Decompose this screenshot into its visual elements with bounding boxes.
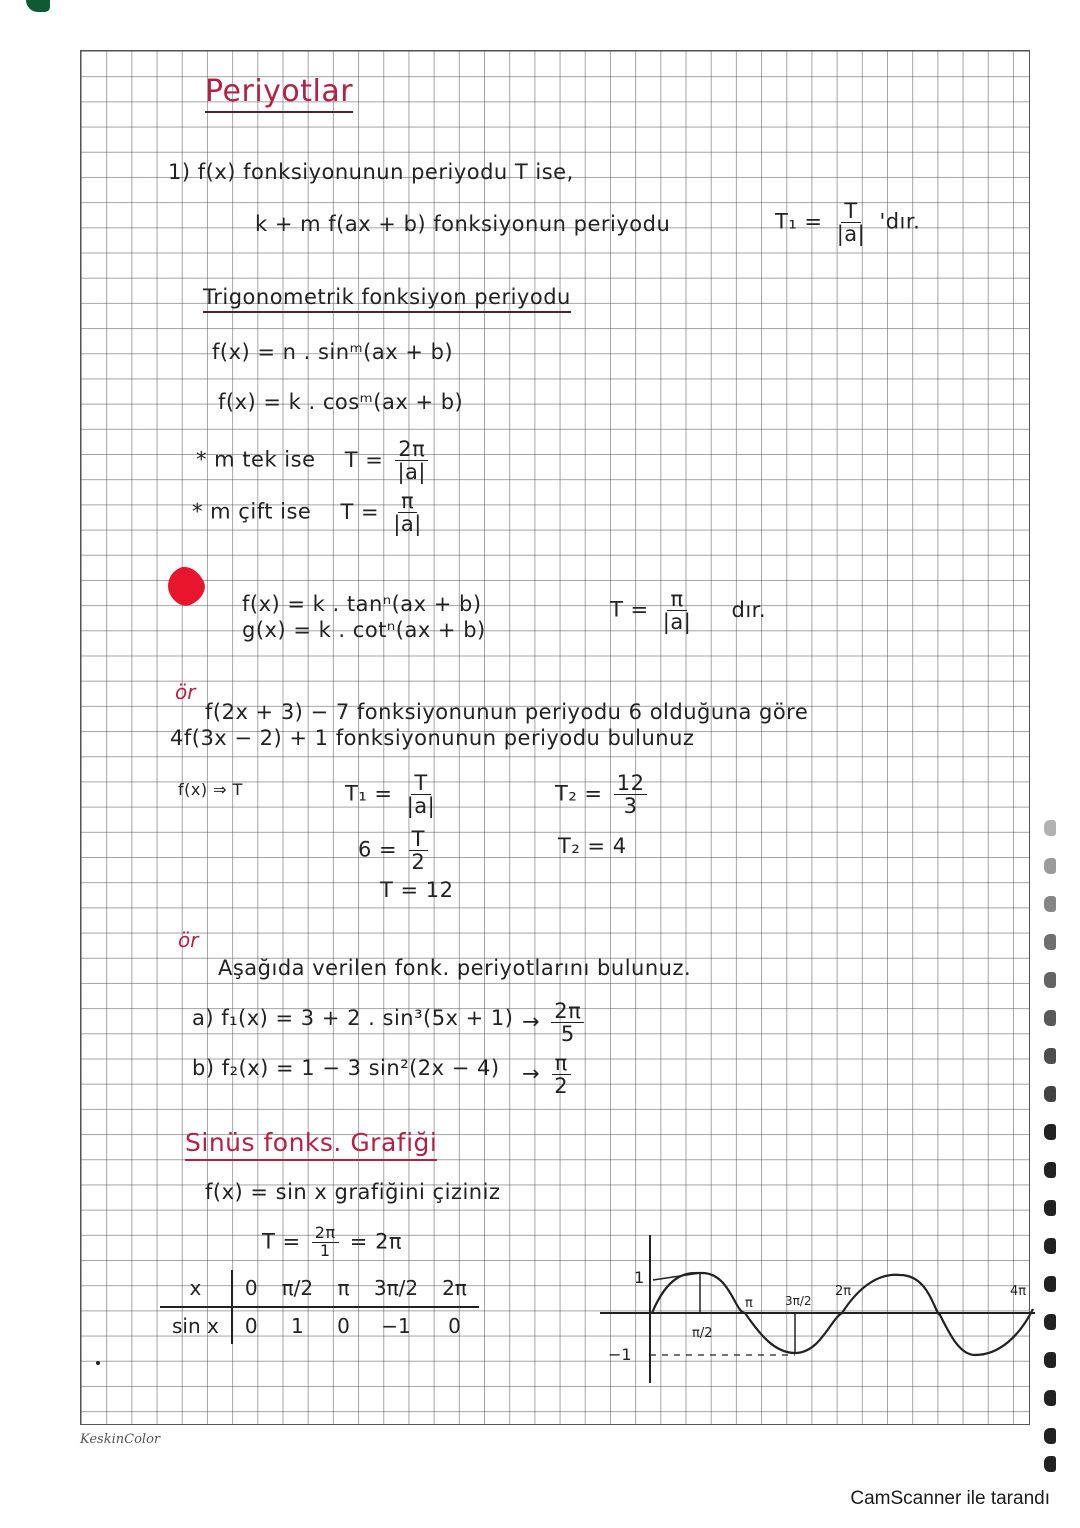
spiral-hole [1044, 934, 1056, 950]
table-cell: 2π [430, 1270, 479, 1307]
example1-step1: T₁ = $\frac{T}{|a|}$ [345, 771, 436, 819]
example1-line2: 4f(3x − 2) + 1 fonksiyonunun periyodu bulunuz [170, 726, 695, 750]
table-row-sinx [160, 1307, 479, 1344]
table-cell: 1 [290, 1314, 304, 1338]
tan-cot-period: T = $\frac{\pi}{|a|}$ dır. [610, 587, 767, 635]
example2-answer-a: → $\frac{2\pi}{5}$ [522, 1000, 588, 1045]
x-label-pi-half: π/2 [692, 1326, 713, 1341]
table-header-x: x [160, 1270, 232, 1307]
spiral-hole [1044, 1456, 1056, 1472]
example1-line1: f(2x + 3) − 7 fonksiyonunun periyodu 6 olduğuna göre [205, 700, 809, 724]
example1-step3: T = 12 [380, 878, 454, 902]
table-cell: 0 [448, 1314, 461, 1338]
spiral-hole [1044, 1124, 1056, 1140]
trig-even-case: * m çift ise T = $\frac{\pi}{|a|}$ [192, 489, 422, 537]
table-cell: 0 [232, 1270, 270, 1307]
spiral-hole [1044, 858, 1056, 874]
spiral-hole [1044, 1428, 1056, 1444]
spiral-hole [1044, 1352, 1056, 1368]
y-label-max: 1 [634, 1268, 645, 1287]
rule1-formula: T₁ = $\frac{T}{|a|}$ 'dır. [775, 199, 921, 247]
example1-step2: 6 = $\frac{T}{2}$ [358, 828, 432, 873]
example1-step4: T₂ = $\frac{12}{3}$ [555, 772, 651, 817]
trig-eq-cos: f(x) = k . cosᵐ(ax + b) [218, 390, 464, 414]
table-header-sinx: sin x [160, 1307, 232, 1344]
table-cell: 0 [244, 1314, 258, 1338]
cot-eq: g(x) = k . cotⁿ(ax + b) [242, 618, 486, 642]
spiral-hole [1044, 1314, 1056, 1330]
x-label-two-pi: 2π [835, 1284, 852, 1299]
table-cell: 0 [337, 1314, 350, 1338]
y-label-min: −1 [608, 1345, 632, 1364]
trig-odd-case: * m tek ise T = $\frac{2\pi}{|a|}$ [196, 438, 433, 483]
example1-step5: T₂ = 4 [558, 834, 627, 858]
table-cell: π/2 [270, 1270, 326, 1307]
spiral-hole [1044, 1238, 1056, 1254]
sine-value-table [160, 1270, 479, 1344]
spiral-hole [1044, 1276, 1056, 1292]
example-marker-1: ör [175, 680, 196, 704]
sine-heading: Sinüs fonks. Grafiği [185, 1128, 437, 1157]
sine-period: T = $\frac{2\pi}{1}$ = 2π [262, 1223, 403, 1260]
table-cell: π [325, 1270, 362, 1307]
x-label-pi: π [745, 1296, 753, 1311]
table-cell: −1 [381, 1314, 411, 1338]
sine-prompt: f(x) = sin x grafiğini çiziniz [205, 1180, 501, 1204]
scanner-watermark: CamScanner ile tarandı [850, 1488, 1050, 1509]
sine-graph [590, 1225, 1050, 1385]
rule1-fraction: $\frac{T}{|a|}$ [836, 199, 866, 247]
spiral-hole [1044, 896, 1056, 912]
example2-item-a: a) f₁(x) = 3 + 2 . sin³(5x + 1) [192, 1006, 514, 1030]
ink-dot [96, 1361, 100, 1365]
trig-eq-sin: f(x) = n . sinᵐ(ax + b) [212, 340, 454, 364]
table-cell: 3π/2 [362, 1270, 430, 1307]
spiral-hole [1044, 1162, 1056, 1178]
example1-given: f(x) ⇒ T [178, 780, 243, 799]
spiral-hole [1044, 1200, 1056, 1216]
rule1-line2: k + m f(ax + b) fonksiyonun periyodu [255, 212, 671, 236]
spiral-hole [1044, 1010, 1056, 1026]
example2-item-b: b) f₂(x) = 1 − 3 sin²(2x − 4) [192, 1056, 500, 1080]
x-label-four-pi: 4π [1010, 1284, 1027, 1299]
spiral-hole [1044, 820, 1056, 836]
page-title: Periyotlar [205, 74, 353, 109]
spiral-hole [1044, 1390, 1056, 1406]
spiral-hole [1044, 972, 1056, 988]
example2-prompt: Aşağıda verilen fonk. periyotlarını bulunuz. [218, 956, 692, 980]
notebook-tab [26, 0, 50, 12]
example-marker-2: ör [178, 928, 199, 952]
trig-heading: Trigonometrik fonksiyon periyodu [203, 285, 571, 309]
notebook-brand: KeskinColor [80, 1432, 161, 1447]
spiral-hole [1044, 1048, 1056, 1064]
table-row-x [160, 1270, 479, 1307]
tan-eq: f(x) = k . tanⁿ(ax + b) [242, 592, 482, 616]
spiral-hole [1044, 1086, 1056, 1102]
rule1-line1: 1) f(x) fonksiyonunun periyodu T ise, [168, 160, 574, 184]
x-label-three-pi-half: 3π/2 [785, 1294, 812, 1308]
example2-answer-b: → $\frac{\pi}{2}$ [522, 1052, 575, 1097]
